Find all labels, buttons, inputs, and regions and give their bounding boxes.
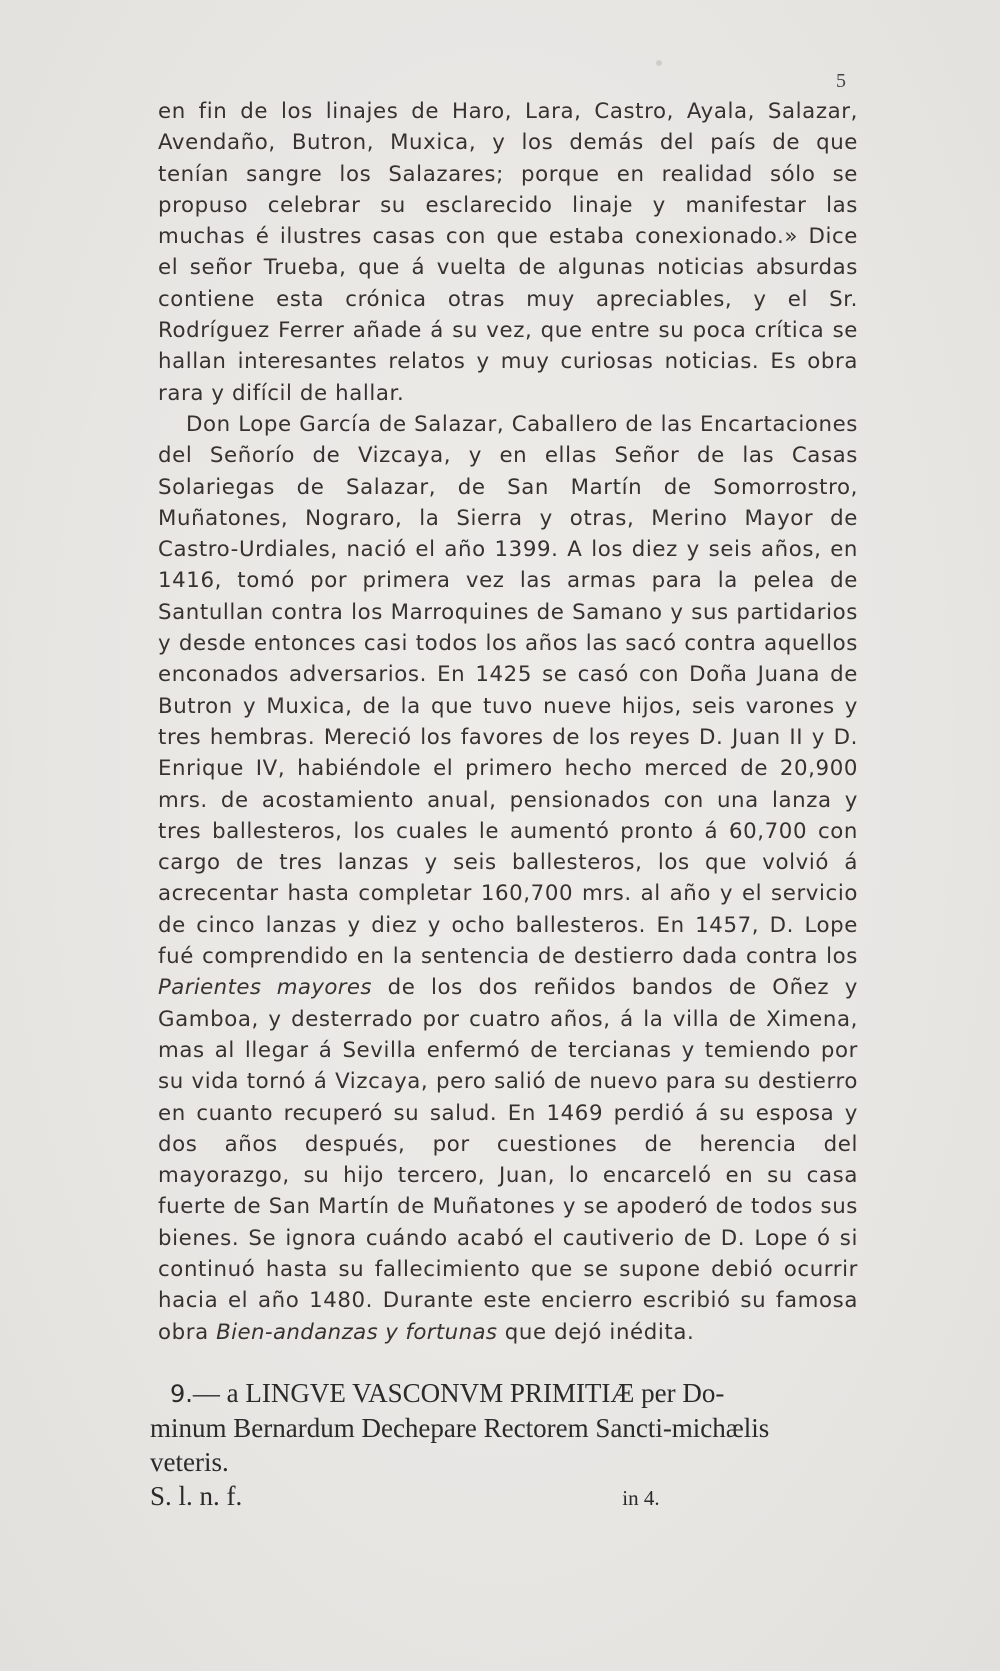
bibliographic-entry [150,1376,870,1515]
paragraph-1: en fin de los linajes de Haro, Lara, Castro, Ayala, Salazar, Avendaño, Butron, Muxica, y los demás del país de que tenían sangre los Salazares; porque en realidad sólo se propuso celebrar su esclarecido linaje y manifestar las muchas é ilustres casas con que estaba conexionado.» Dice el señor Trueba, que á vuelta de algunas noticias absurdas contiene esta crónica otras muy apreciables, y el Sr. Rodríguez Ferrer añade á su vez, que entre su poca crítica se hallan interesantes relatos y muy curiosas noticias. Es obra rara y difícil de hallar. [158,99,858,406]
entry-format: in 4. [622,1486,660,1510]
entry-line-3: veteris. [150,1447,229,1477]
paragraph-2 [158,409,858,1348]
entry-imprint: S. l. n. f. [150,1481,243,1511]
paragraph-2-text-a: Don Lope García de Salazar, Caballero de las Encartaciones del Señorío de Vizcaya, y en ellas Señor de las Casas Solariegas de Salazar, de San Martín de Somorrostro, Muñatones, Nograro, la Sierra y otras, Merino Mayor de Castro-Urdiales, nació el año 1399. A los diez y seis años, en 1416, tomó por primera vez las armas para la pelea de Santullan contra los Marroquines de Samano y sus partidarios y desde entonces casi todos los años las sacó contra aquellos enconados adversarios. En 1425 se casó con Doña Juana de Butron y Muxica, de la que tuvo nueve hijos, seis varones y tres hembras. Mereció los favores de los reyes D. Juan II y D. Enrique IV, habiéndole el primero hecho merced de 20,900 mrs. de acostamiento anual, pensionados con una lanza y tres ballesteros, los cuales le aumentó pronto á 60,700 con cargo de tres lanzas y seis ballesteros, los que volvió á acrecentar hasta completar 160,700 mrs. al año y el servicio de cinco lanzas y diez y ocho ballesteros. En 1457, D. Lope fué comprendido en la sentencia de destierro dada contra los [158,411,858,970]
entry-line-2: minum Bernardum Dechepare Rectorem Sancti-michælis [150,1413,770,1443]
paper-speck [656,60,662,66]
italic-term: Parientes mayores [158,975,372,1001]
entry-title-line-1: — a LINGVE VASCONVM PRIMITIÆ per Do- [192,1378,725,1408]
entry-line-1 [150,1376,870,1411]
paragraph-2-text-b: de los dos reñidos bandos de Oñez y Gamboa, y desterrado por cuatro años, á la villa de Ximena, mas al llegar á Sevilla enfermó de tercianas y temiendo por su vida tornó á Vizcaya, pero salió de nuevo para su destierro en cuanto recuperó su salud. En 1469 perdió á su esposa y dos años después, por cuestiones de herencia del mayorazgo, su hijo tercero, Juan, lo encarceló en su casa fuerte de San Martín de Muñatones y se apoderó de todos sus bienes. Se ignora cuándo acabó el cautiverio de D. Lope ó si continuó hasta su fallecimiento que se supone debió ocurrir hacia el año 1480. Durante este encierro escribió su famosa obra [158,975,859,1345]
page-number: 5 [836,70,846,92]
work-title: Bien-andanzas y fortunas [216,1319,498,1345]
body-text [158,96,858,1348]
paragraph-2-text-c: que dejó inédita. [504,1319,695,1345]
entry-line-4 [150,1479,870,1515]
entry-number: 9. [170,1380,193,1408]
